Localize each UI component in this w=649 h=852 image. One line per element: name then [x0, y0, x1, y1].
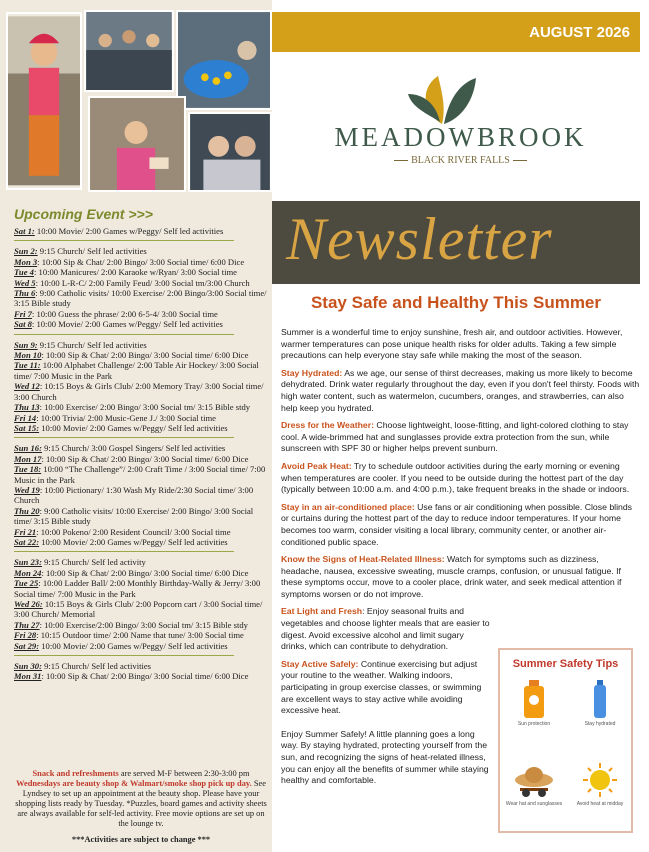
tip-text: Choose lightweight, loose-fitting, and light-colored clothing to stay cool. A wide-brimmed hat and sunglasses provide extra protection from the sun, while sunscreen with SPF 30 or higher helps prevent sunburn. [281, 420, 629, 454]
schedule-day: Fri 21 [14, 526, 37, 537]
tip-key: Eat Light and Fresh [281, 606, 363, 617]
schedule-text: : 10:00 Ladder Ball/ 2:00 Monthly Birthday-Wally & Jerry/ 3:00 Social time/ 7:00 Music in the Park [14, 578, 261, 599]
photo-woman-pink [88, 96, 186, 192]
schedule-day: Tue 4 [14, 267, 34, 278]
schedule-text: : 10:00 Manicures/ 2:00 Karaoke w/Ryan/ 3:00 Social time [33, 267, 237, 278]
photo-ducks [176, 10, 272, 110]
photo-group [84, 10, 174, 92]
schedule-text: 9:15 Church/ Self led activity [41, 557, 146, 568]
tip-key: Stay Hydrated: [281, 367, 343, 378]
tip-key: Stay Active Safely: [281, 658, 359, 669]
schedule-day: Sat 8 [14, 319, 32, 330]
schedule-row [14, 537, 270, 547]
schedule-text: : 10:00 L-R-C/ 2:00 Family Feud/ 3:00 Social tm/3:00 Church [35, 277, 250, 288]
tip-text: Try to schedule outdoor activities during the early morning or evening when temperatures are cooler. If you need to be outside during the hottest part of the day (typically between 10:00 a.m. and 4:00 p.m.), take frequent breaks in the shade or indoors. [281, 460, 630, 495]
schedule-day: Sat 1: [14, 226, 35, 236]
article-outro: Enjoy Summer Safely! A little planning goes a long way. By staying hydrated, protecting yourself from the sun, and recognizing the signs of heat-related illness, you can enjoy all the benefits of summer while staying healthy and comfortable. [281, 728, 489, 786]
schedule-row [14, 309, 270, 319]
schedule-day: Thu 20 [14, 505, 40, 516]
sunscreen-icon [521, 680, 547, 718]
photo-ducks-image [178, 12, 270, 108]
tips-title: Summer Safety Tips [512, 658, 619, 670]
schedule-text: : 10:00 Movie/ 2:00 Games w/Peggy/ Self led activities [31, 319, 223, 330]
schedule-row [14, 557, 270, 567]
schedule-row [14, 319, 270, 329]
schedule-divider [14, 334, 234, 335]
schedule-day: Sun 9: [14, 339, 38, 350]
tip-text: As we age, our sense of thirst decreases, making us more likely to become dehydrated. Drink water regularly throughout the day, even if you don't feel thirsty. Foods with high water content, such as watermelon, cucumbers, oranges, and strawberries, can also help keep you hydrated. [281, 367, 640, 413]
tip-peak-heat [281, 461, 641, 496]
schedule-row [14, 350, 270, 360]
brand-location [272, 155, 649, 166]
schedule-text: : 10:00 Sip & Chat/ 2:00 Bingo/ 3:00 Social time/ 6:00 Dice [41, 350, 249, 361]
schedule-day: Sat 15: [14, 422, 40, 433]
schedule-day: Wed 19 [14, 484, 40, 495]
schedule-text: 10:00 Movie/ 2:00 Games w/Peggy/ Self led activities [34, 226, 224, 236]
tip-text: Watch for symptoms such as dizziness, headache, nausea, excessive sweating, muscle cramps, confusion, or unusual fatigue. If these symptoms occur, move to a cooler place, drink water, and seek medical attention if symptoms worsen or do not improve. [281, 554, 622, 599]
schedule-divider [14, 655, 234, 656]
schedule-text: 10:00 Movie/ 2:00 Games w/Peggy/ Self led activities [39, 422, 228, 433]
schedule-text: : 10:00 Sip & Chat/ 2:00 Bingo/ 3:00 Social time/ 6:00 Dice [41, 567, 249, 578]
schedule-text: 9:15 Church/ Self led activities [41, 661, 152, 672]
schedule-text: : 10:15 Outdoor time/ 2:00 Name that tune/ 3:00 Social time [36, 630, 244, 641]
water-bottle-icon [592, 680, 608, 718]
schedule-text: 10:00 Alphabet Challenge/ 2:00 Table Air Hockey/ 3:00 Social time/ 7:00 Music in the Park [14, 360, 259, 381]
schedule-day: Tue 25 [14, 578, 39, 589]
snack-text: are served M-F between 2:30-3:00 pm [118, 769, 250, 778]
schedule-text: 10:15 Boys & Girls Club/ 2:00 Popcorn cart / 3:00 Social time/ 3:00 Church/ Memorial [14, 599, 263, 620]
schedule-row [14, 288, 270, 309]
schedule-row [14, 620, 270, 630]
schedule-row [14, 257, 270, 267]
tip-active [281, 659, 491, 717]
schedule-day: Thu 6 [14, 288, 36, 299]
schedule-text: : 9:00 Catholic visits/ 10:00 Exercise/ 2:00 Bingo/3:00 Social time/ 3:15 Bible study [14, 288, 267, 309]
notes-body: See Lyndsey to set up an appointment at the beauty shop. Please have your shopping lists ready by Tuesday. *Puzzles, board games and activity sheets are always available for self-led activity. Free movie options are set up on the lounge tv. [15, 779, 267, 828]
tip-sun-protection [504, 680, 564, 727]
brand-name: MEADOWBROOK [334, 122, 587, 152]
schedule-text: : 10:00 Sip & Chat/ 2:00 Bingo/ 3:00 Social time/ 6:00 Dice [41, 453, 249, 464]
tip-text: : Enjoy seasonal fruits and vegetables and choose lighter meals that are easier to digest. Avoid excessive alcohol and limit sugary drinks, which can contribute to dehydration. [281, 606, 490, 652]
schedule-row [14, 485, 270, 506]
schedule-day: Tue 11: [14, 360, 41, 371]
schedule-day: Mon 31 [14, 671, 42, 682]
schedule-text: : 10:15 Boys & Girls Club/ 2:00 Memory Tray/ 3:00 Social time/ 3:00 Church [14, 381, 264, 402]
schedule-row [14, 464, 270, 485]
photo-group-image [86, 12, 172, 90]
schedule-day: Fri 28 [14, 630, 37, 641]
schedule-row [14, 527, 270, 537]
schedule-day: Mon 10 [14, 350, 42, 361]
tip-label: Stay hydrated [584, 721, 616, 727]
schedule-text: : 9:00 Catholic visits/ 10:00 Exercise/ 2:00 Bingo/ 3:00 Social time/ 3:15 Bible study [14, 505, 254, 527]
schedule-divider [14, 551, 234, 552]
schedule-day: Mon 3 [14, 256, 38, 267]
schedule-row [14, 443, 270, 453]
schedule-row [14, 360, 270, 381]
tip-air-conditioned [281, 502, 641, 548]
tip-eat-light [281, 606, 491, 652]
schedule-row [14, 671, 270, 681]
tip-key: Know the Signs of Heat-Related Illness: [281, 554, 445, 565]
tip-stay-hydrated [570, 680, 630, 727]
newsletter-title: Newsletter [286, 206, 553, 272]
tip-key: Avoid Peak Heat: [281, 460, 352, 471]
schedule-day: Tue 18: [14, 464, 42, 475]
right-column [272, 0, 649, 852]
schedule-text: 10:00 Movie/ 2:00 Games w/Peggy/ Self led activities [39, 640, 228, 651]
schedule-text: : 10:00 Sip & Chat/ 2:00 Bingo/ 3:00 Social time/ 6:00 Dice [41, 671, 249, 682]
schedule-text: : 10:00 Trivia/ 2:00 Music-Gene J./ 3:00 Social time [36, 412, 216, 423]
schedule-row [14, 454, 270, 464]
sun-icon [582, 762, 618, 798]
schedule-day: Thu 27 [14, 619, 40, 630]
photo-two-women-image [190, 114, 270, 190]
schedule-day: Wed 26: [14, 599, 43, 609]
newsletter-banner [272, 201, 640, 284]
photo-two-women [188, 112, 272, 192]
schedule-text: : 10:00 Sip & Chat/ 2:00 Bingo/ 3:00 Social time/ 6:00 Dice [37, 256, 245, 267]
schedule-day: Mon 17 [14, 453, 42, 464]
schedule-text: 9:15 Church/ Self led activities [37, 246, 147, 257]
photo-clown-image [8, 14, 80, 188]
location-text: BLACK RIVER FALLS [411, 155, 510, 166]
article-intro: Summer is a wonderful time to enjoy sunshine, fresh air, and outdoor activities. However, warmer temperatures can pose unique health risks for older adults. Taking a few simple precautions can help everyone stay safe while making the most of the season. [281, 327, 623, 361]
meadowbrook-leaf-icon [402, 62, 482, 126]
activity-schedule [14, 226, 270, 682]
schedule-text: : 10:00 Pokeno/ 2:00 Resident Council/ 3:00 Social time [36, 526, 231, 537]
tip-label: Sun protection [517, 721, 551, 727]
summer-safety-tips-box [498, 648, 633, 833]
photo-clown-resident [6, 12, 82, 190]
schedule-row [14, 246, 270, 256]
schedule-day: Mon 24 [14, 567, 42, 578]
tip-dress [281, 420, 641, 455]
tip-hydrated [281, 368, 641, 414]
tip-avoid-heat [570, 762, 630, 807]
tip-heat-illness [281, 554, 641, 600]
schedule-row [14, 278, 270, 288]
article-title: Stay Safe and Healthy This Summer [310, 293, 602, 312]
schedule-divider [14, 240, 234, 241]
schedule-row [14, 413, 270, 423]
schedule-day: Fri 7 [14, 308, 32, 319]
schedule-row [14, 381, 270, 402]
schedule-day: Thu 13 [14, 402, 40, 413]
schedule-row [14, 641, 270, 651]
schedule-day: Sun 30: [14, 661, 42, 672]
schedule-row [14, 340, 270, 350]
month-banner: AUGUST 2026 [272, 12, 640, 52]
schedule-row [14, 506, 270, 527]
schedule-day: Sun 16: [14, 443, 42, 454]
schedule-text: : 10:00 Exercise/2:00 Bingo/ 3:00 Social tm/ 3:15 Bible stdy [39, 619, 248, 630]
schedule-text: 10:00 “The Challenge”/ 2:00 Craft Time / 3:00 Social time/ 7:00 Music in the Park [14, 464, 266, 485]
tip-key: Dress for the Weather: [281, 420, 375, 431]
schedule-day: Sun 2: [14, 246, 38, 257]
schedule-text: 9:15 Church/ 3:00 Gospel Singers/ Self led activities [41, 443, 226, 454]
schedule-text: 9:15 Church/ Self led activities [37, 339, 147, 350]
schedule-day: Sat 29: [14, 640, 40, 651]
schedule-day: Sun 23: [14, 557, 42, 568]
schedule-row [14, 599, 270, 620]
snack-heading: Snack and refreshments [32, 769, 119, 778]
schedule-text: : 10:00 Exercise/ 2:00 Bingo/ 3:00 Social tm/ 3:15 Bible stdy [39, 402, 251, 413]
photo-collage [6, 8, 272, 196]
tip-text: Use fans or air conditioning when possible. Close blinds or curtains during the hottest part of the day to reduce indoor temperatures. If your home becomes too warm, consider visiting a local library, community center, or another air-conditioned public space. [281, 501, 633, 547]
schedule-divider [14, 437, 234, 438]
schedule-day: Wed 5 [14, 277, 36, 288]
hat-sunglasses-icon [514, 762, 554, 798]
schedule-text: 10:00 Movie/ 2:00 Games w/Peggy/ Self led activities [39, 536, 228, 547]
tip-label: Avoid heat at midday [576, 801, 624, 807]
photo-woman-pink-image [90, 98, 184, 190]
change-notice: ***Activities are subject to change *** [71, 835, 211, 844]
schedule-text: : 10:00 Pictionary/ 1:30 Wash My Ride/2:30 Social time/ 3:00 Church [14, 484, 254, 506]
leaf-logo-svg [402, 62, 482, 126]
tip-key: Stay in an air-conditioned place: [281, 501, 415, 512]
schedule-text: : 10:00 Guess the phrase/ 2:00 6-5-4/ 3:00 Social time [31, 308, 218, 319]
schedule-day: Sat 22: [14, 536, 40, 547]
schedule-row [14, 661, 270, 671]
schedule-day: Wed 12 [14, 381, 40, 392]
schedule-row [14, 402, 270, 412]
schedule-row [14, 423, 270, 433]
activity-notes [14, 769, 268, 845]
wednesday-notice: Wednesdays are beauty shop & Walmart/smoke shop pick up day. [16, 779, 252, 788]
left-column [0, 0, 272, 852]
schedule-row [14, 578, 270, 599]
schedule-row [14, 630, 270, 640]
schedule-day: Fri 14 [14, 412, 37, 423]
tip-text: Continue exercising but adjust your routine to the weather. Walking indoors, participating in group exercise classes, or swimming are excellent ways to stay active while avoiding excessive heat. [281, 658, 482, 716]
upcoming-events-heading: Upcoming Event >>> [14, 206, 153, 222]
tip-label: Wear hat and sunglasses [505, 801, 563, 807]
schedule-row [14, 226, 270, 236]
tip-hat-sunglasses [504, 762, 564, 807]
schedule-row [14, 267, 270, 277]
schedule-row [14, 568, 270, 578]
